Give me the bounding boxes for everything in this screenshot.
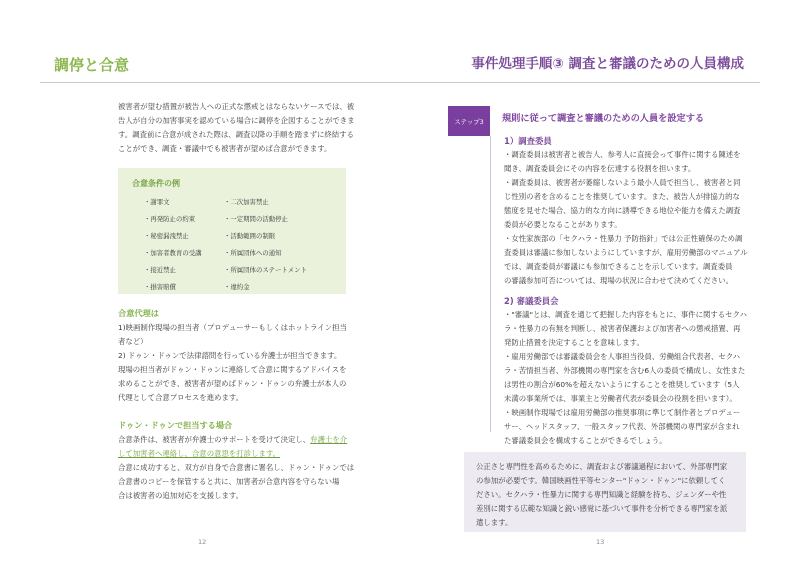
- condition-item: ・秘密漏洩禁止: [144, 232, 189, 240]
- intro-line: 被害者が望む措置が被告人への正式な懲戒とはならないケースでは、被: [118, 102, 355, 111]
- section1-line: 聞き、調査委員会にその内容を伝達する役割を担います。: [504, 164, 696, 173]
- step-heading: 規則に従って調査と審議のための人員を設定する: [502, 113, 705, 124]
- lawyer-text: 合意条件は、被害者が弁護士のサポートを受けて決定し、: [118, 435, 311, 444]
- section2-line: サー、ヘッドスタッフ、一般スタッフ代表、外部機関の専門家が含まれ: [504, 422, 740, 431]
- lawyer-heading: ドゥン・ドゥンで担当する場合: [118, 420, 233, 430]
- left-header-rule: [40, 82, 400, 83]
- lawyer-paragraph: [118, 433, 390, 503]
- condition-item: ・謝罪文: [144, 198, 170, 206]
- section2-line: ラ・苦情担当者、外部機関の専門家を含む6人の委員で構成し、女性また: [504, 366, 746, 375]
- section2-line: ・雇用労働部では審議委員会を人事担当役員、労働組合代表者、セクハ: [504, 352, 741, 361]
- intro-line: 告人が自分の加害事実を認めている場合に調停を企図することができま: [118, 116, 355, 125]
- section1-line: じ性別の者を含めることを推奨しています。また、被告人が排協力的な: [504, 192, 740, 201]
- right-page: [400, 0, 800, 568]
- section2-paragraph: [504, 308, 794, 448]
- note-line: ださい。セクハラ・性暴力に関する専門知識と経験を持ち、ジェンダーや性: [476, 490, 727, 499]
- mediator-line: 2) ドゥン・ドゥンで法律諮問を行っている弁護士が担当できます。: [118, 351, 342, 360]
- section1-line: 委員が必要となることがあります。: [504, 220, 622, 229]
- mediator-line: 求めることができ、被害者が望めばドゥン・ドゥンの弁護士が本人の: [118, 379, 347, 388]
- section2-line: ラ・性暴力の有無を判断し、被害者保護および加害者への懲戒措置、再: [504, 324, 741, 333]
- section2-line: は男性の割合が60%を超えないようにすることを推奨しています（5人: [504, 380, 740, 389]
- section1-paragraph: [504, 148, 794, 288]
- agreement-conditions-box: [118, 168, 346, 294]
- condition-item: ・加害者教育の受講: [144, 249, 202, 257]
- lawyer-line: [118, 447, 390, 461]
- section2-line: ・映画制作現場では雇用労働部の推奨事項に準じて制作者とプロデュー: [504, 408, 741, 417]
- note-line: 遣します。: [476, 518, 513, 527]
- condition-item: ・活動範囲の制限: [224, 232, 276, 240]
- external-expert-note: [476, 460, 738, 530]
- section1-line: ・女性家族部の「セクハラ・性暴力 予防指針」では公正性確保のため調: [504, 234, 743, 243]
- page-number: 12: [198, 538, 207, 546]
- mediator-line: 代理として合意プロセスを進めます。: [118, 393, 244, 402]
- lawyer-highlight: 弁護士を介: [310, 435, 348, 444]
- lawyer-line: 合意に成功すると、双方が自身で合意書に署名し、ドゥン・ドゥンでは: [118, 463, 355, 472]
- lawyer-line: 合意書のコピーを保管すると共に、加害者が合意内容を守らない場: [118, 477, 340, 486]
- note-line: の参加が必要です。韓国映画性平等センター"ドゥン・ドゥン"に依頼してく: [476, 476, 726, 485]
- lawyer-line: 合は被害者の追加対応を支援します。: [118, 491, 244, 500]
- mediator-paragraph: [118, 321, 388, 405]
- step-divider: [490, 136, 491, 432]
- condition-item: ・違約金: [224, 283, 250, 291]
- right-header-rule: [400, 82, 760, 83]
- note-line: 差別に関する広範な知識と鋭い感覚に基づいて事件を分析できる専門家を派: [476, 504, 728, 513]
- section2-line: た審議委員会を構成することができるでしょう。: [504, 436, 667, 445]
- lawyer-line: [118, 433, 390, 447]
- section2-line: ・"審議"とは、調査を通じて把握した内容をもとに、事件に関するセクハ: [504, 310, 747, 319]
- intro-paragraph: [118, 100, 388, 156]
- agreement-conditions-title: 合意条件の例: [132, 179, 180, 188]
- section1-line: の審議参加可否については、現場の状況に合わせて決めてください。: [504, 276, 733, 285]
- mediator-heading: 合意代理は: [118, 308, 159, 318]
- page-number: 13: [596, 538, 605, 546]
- section1-line: 態度を見せた場合、協力的な方向に誘導できる地位や能力を備えた調査: [504, 206, 741, 215]
- right-page-title: 事件処理手順③ 調査と審議のための人員構成: [471, 56, 744, 72]
- mediator-line: 者など）: [118, 337, 148, 346]
- lawyer-highlight: して加害者へ連絡し、合意の意思を打診します。: [118, 449, 281, 458]
- section1-line: ・調査委員は被害者と被告人、参考人に直接会って事件に関する陳述を: [504, 150, 741, 159]
- mediator-line: 現場の担当者がドゥン・ドゥンに連絡して合意に関するアドバイスを: [118, 365, 347, 374]
- section1-line: 査委員は審議に参加しないようにしていますが、雇用労働部のマニュアル: [504, 248, 748, 257]
- step-badge: ステップ3: [448, 106, 490, 136]
- section2-line: 未満の事業所では、事業主と労働者代表が委員会の役割を担います）。: [504, 394, 737, 403]
- section1-line: ・調査委員は、被害者が萎縮しないよう最小人員で担当し、被害者と同: [504, 178, 741, 187]
- condition-item: ・損害賠償: [144, 283, 176, 291]
- note-line: 公正さと専門性を高めるために、調査および審議過程において、外部専門家: [476, 462, 728, 471]
- left-page-title: 調停と合意: [54, 56, 130, 74]
- condition-item: ・再発防止の約束: [144, 215, 196, 223]
- section1-heading: 1）調査委員: [504, 136, 552, 146]
- intro-line: ことができ、調査・審議中でも被害者が望めば合意ができます。: [118, 144, 332, 153]
- condition-item: ・二次加害禁止: [224, 198, 269, 206]
- condition-item: ・所属団体への通知: [224, 249, 282, 257]
- condition-item: ・一定期間の活動停止: [224, 215, 288, 223]
- intro-line: す。調査前に合意が成された際は、調査以降の手順を踏まずに終結する: [118, 130, 354, 139]
- mediator-line: 1)映画制作現場の担当者（プロデューサーもしくはホットライン担当: [118, 323, 347, 332]
- condition-item: ・接近禁止: [144, 266, 176, 274]
- external-expert-note-box: [464, 452, 746, 532]
- section2-heading: 2) 審議委員会: [504, 296, 559, 306]
- section1-line: では、調査委員が審議にも参加できることを示しています。調査委員: [504, 262, 733, 271]
- condition-item: ・所属団体のステートメント: [224, 266, 307, 274]
- section2-line: 発防止措置を決定することを意味します。: [504, 338, 644, 347]
